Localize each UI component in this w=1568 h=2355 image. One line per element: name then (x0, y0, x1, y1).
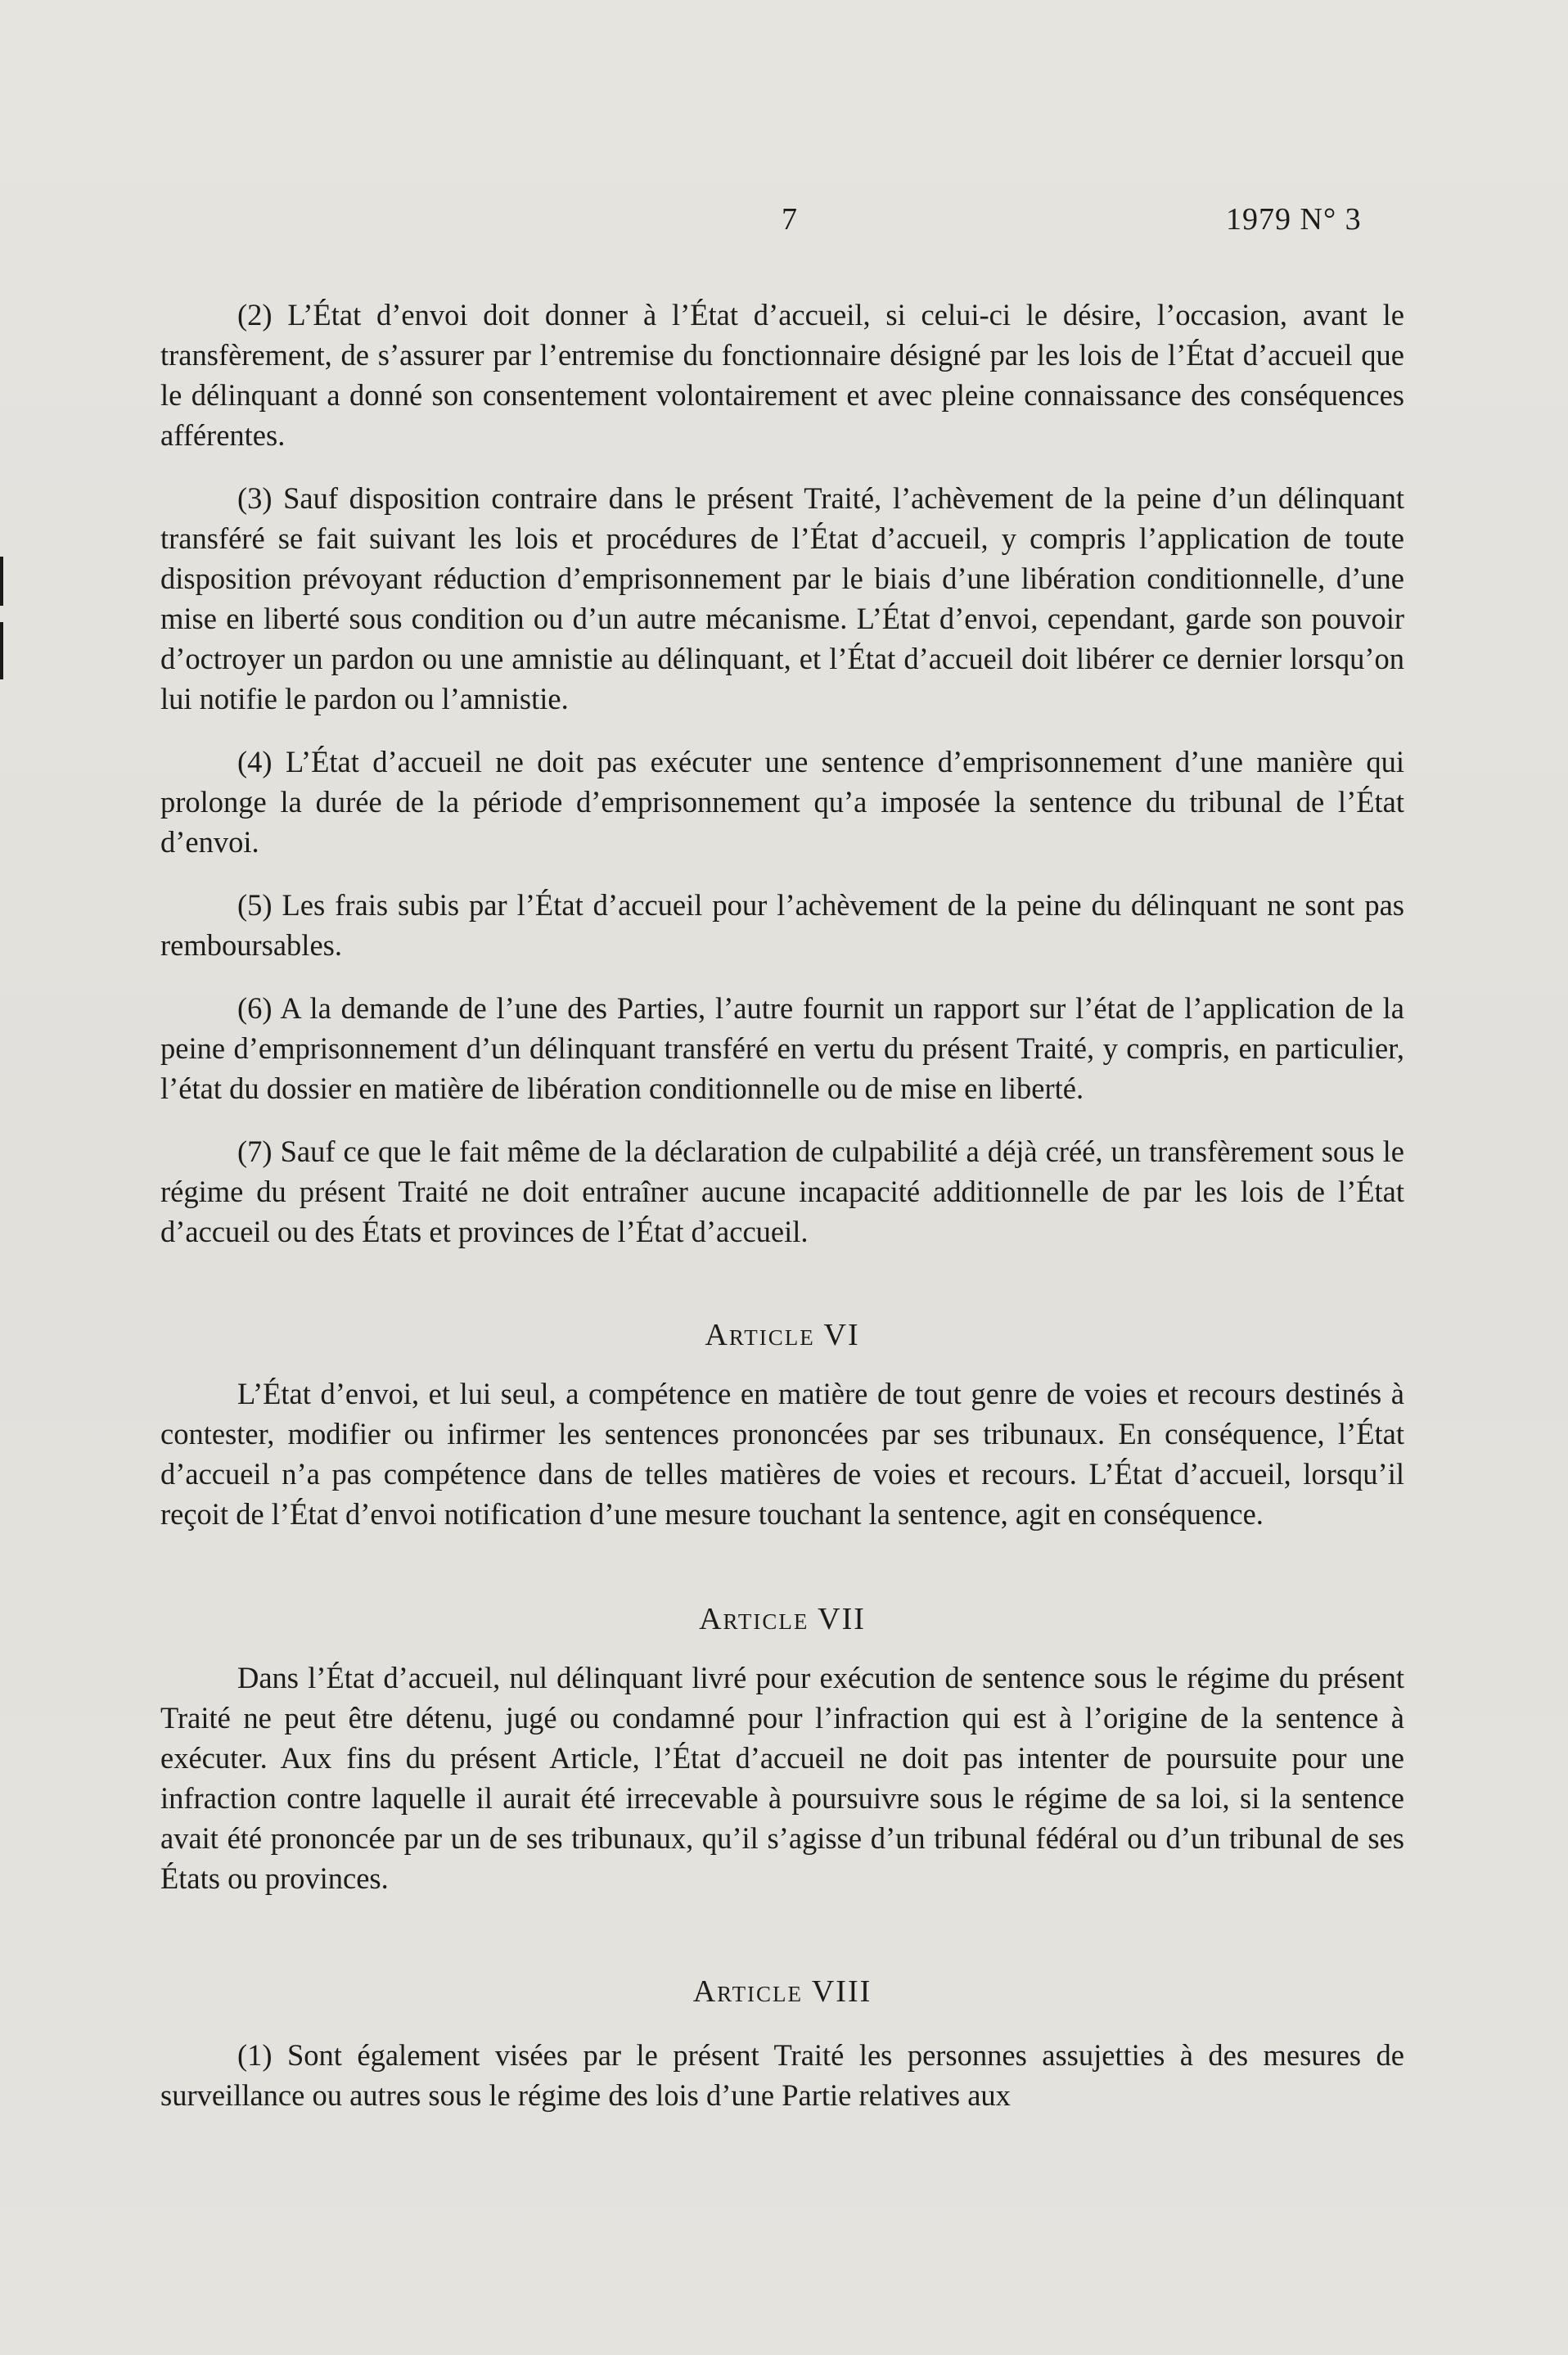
document-reference: 1979 N° 3 (1226, 202, 1362, 237)
binding-mark (0, 622, 3, 679)
paragraph-5-3: (3) Sauf disposition contraire dans le présent Traité, l’achèvement de la peine d’un délinquant transféré se fait suivant les lois et procédures de l’État d’accueil, y compris l’application de toute disposition prévoyant réduction d’emprisonnement par le biais d’une libération conditionnelle, d’une mise en liberté sous condition ou d’un autre mécanisme. L’État d’envoi, cependant, garde son pouvoir d’octroyer un pardon ou une amnistie au délinquant, et l’État d’accueil doit libérer ce dernier lorsqu’on lui notifie le pardon ou l’amnistie. (160, 481, 1404, 715)
article-vi-paragraph: L’État d’envoi, et lui seul, a compétence en matière de tout genre de voies et recours destinés à contester, modifier ou infirmer les sentences prononcées par ses tribunaux. En conséquence, l’État d’accueil n’a pas compétence dans de telles matières de voies et recours. L’État d’accueil, lorsqu’il reçoit de l’État d’envoi notification d’une mesure touchant la sentence, agit en conséquence. (160, 1377, 1404, 1531)
article-viii-heading: Article VIII (692, 1974, 872, 2009)
article-viii-paragraph-1: (1) Sont également visées par le présent Traité les personnes assujetties à des mesures de surveillance ou autres sous le régime des lois d’une Partie relatives aux (160, 2038, 1404, 2112)
article-vii-heading: Article VII (699, 1602, 866, 1636)
paragraph-5-7: (7) Sauf ce que le fait même de la déclaration de culpabilité a déjà créé, un transfèrement sous le régime du présent Traité ne doit entraîner aucune incapacité additionnelle de par les lois de l’État d’accueil ou des États et provinces de l’État d’accueil. (160, 1135, 1404, 1248)
article-vi-heading: Article VI (705, 1318, 860, 1352)
paragraph-5-5: (5) Les frais subis par l’État d’accueil pour l’achèvement de la peine du délinquant ne sont pas remboursables. (160, 888, 1404, 962)
paragraph-5-2: (2) L’État d’envoi doit donner à l’État d’accueil, si celui-ci le désire, l’occasion, avant le transfèrement, de s’assurer par l’entremise du fonctionnaire désigné par les lois de l’État d’accueil que le délinquant a donné son consentement volontairement et avec pleine connaissance des conséquences afférentes. (160, 298, 1404, 452)
page-header (0, 201, 1568, 242)
binding-mark (0, 557, 3, 606)
document-body (160, 295, 1404, 2115)
paragraph-5-4: (4) L’État d’accueil ne doit pas exécuter une sentence d’emprisonnement d’une manière qui prolonge la durée de la période d’emprisonnement qu’a imposée la sentence du tribunal de l’État d’envoi. (160, 745, 1404, 859)
article-vii-paragraph: Dans l’État d’accueil, nul délinquant livré pour exécution de sentence sous le régime du présent Traité ne peut être détenu, jugé ou condamné pour l’infraction qui est à l’origine de la sentence à exécuter. Aux fins du présent Article, l’État d’accueil ne doit pas intenter de poursuite pour une infraction contre laquelle il aurait été irrecevable à poursuivre sous le régime de sa loi, si la sentence avait été prononcée par un de ses tribunaux, qu’il s’agisse d’un tribunal fédéral ou d’un tribunal de ses États ou provinces. (160, 1661, 1404, 1895)
page-number: 7 (782, 202, 797, 237)
paragraph-5-6: (6) A la demande de l’une des Parties, l’autre fournit un rapport sur l’état de l’application de la peine d’emprisonnement d’un délinquant transféré en vertu du présent Traité, y compris, en particulier, l’état du dossier en matière de libération conditionnelle ou de mise en liberté. (160, 991, 1404, 1105)
